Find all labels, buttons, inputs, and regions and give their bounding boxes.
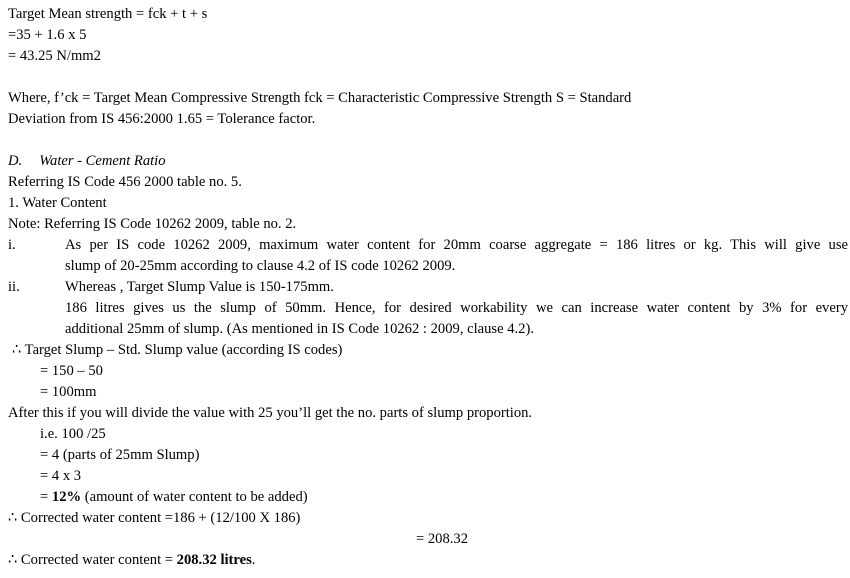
- subsection-title: 1. Water Content: [8, 195, 107, 211]
- list-item-text: As per IS code 10262 2009, maximum water content for 20mm coarse aggregate = 186 litres or kg. This will give use: [65, 237, 848, 253]
- list-marker: i.: [8, 237, 16, 253]
- slump-percentage-prefix: =: [40, 489, 52, 505]
- list-item: [8, 277, 848, 340]
- slump-heading: ∴ Target Slump – Std. Slump value (according IS codes): [12, 342, 343, 358]
- reference-line: Referring IS Code 456 2000 table no. 5.: [8, 174, 242, 190]
- target-mean-formula: Target Mean strength = fck + t + s: [8, 6, 208, 22]
- list-item-text: 186 litres gives us the slump of 50mm. Hence, for desired workability we can increase water content by 3% for every: [65, 300, 848, 316]
- list-item-text: additional 25mm of slump. (As mentioned in IS Code 10262 : 2009, clause 4.2).: [65, 321, 534, 337]
- corrected-value: = 208.32: [416, 531, 469, 547]
- section-heading-title: Water - Cement Ratio: [39, 153, 166, 169]
- slump-percentage-suffix: (amount of water content to be added): [81, 489, 308, 505]
- section-heading: [8, 151, 848, 172]
- where-line-2: Deviation from IS 456:2000 1.65 = Tolerance factor.: [8, 111, 316, 127]
- slump-explanation: After this if you will divide the value with 25 you’ll get the no. parts of slump proportion.: [8, 405, 533, 421]
- spacer: [8, 67, 848, 88]
- slump-parts: = 4 (parts of 25mm Slump): [40, 447, 200, 463]
- list-item-text: Whereas , Target Slump Value is 150-175mm.: [65, 279, 334, 295]
- list-item: [8, 235, 848, 277]
- list-item-text: slump of 20-25mm according to clause 4.2 of IS code 10262 2009.: [65, 258, 456, 274]
- note-line: Note: Referring IS Code 10262 2009, table no. 2.: [8, 216, 297, 232]
- slump-ie: i.e. 100 /25: [40, 426, 106, 442]
- corrected-final: [8, 550, 848, 571]
- section-heading-prefix: D.: [8, 153, 23, 169]
- list-marker: ii.: [8, 279, 20, 295]
- where-line-1: Where, f’ck = Target Mean Compressive Strength fck = Characteristic Compressive Strength S = Standard: [8, 90, 632, 106]
- slump-step-2: = 100mm: [40, 384, 97, 400]
- corrected-final-prefix: ∴ Corrected water content =: [8, 552, 177, 568]
- target-mean-step-1: =35 + 1.6 x 5: [8, 27, 87, 43]
- corrected-final-value: 208.32 litres: [176, 552, 252, 568]
- slump-percentage: [8, 487, 848, 508]
- document-body: [8, 4, 848, 571]
- spacer: [8, 130, 848, 151]
- corrected-final-suffix: .: [251, 552, 256, 568]
- slump-percentage-value: 12%: [51, 489, 82, 505]
- target-mean-result: = 43.25 N/mm2: [8, 48, 101, 64]
- slump-multiply: = 4 x 3: [40, 468, 82, 484]
- corrected-formula: ∴ Corrected water content =186 + (12/100 X 186): [8, 510, 301, 526]
- slump-step-1: = 150 – 50: [40, 363, 103, 379]
